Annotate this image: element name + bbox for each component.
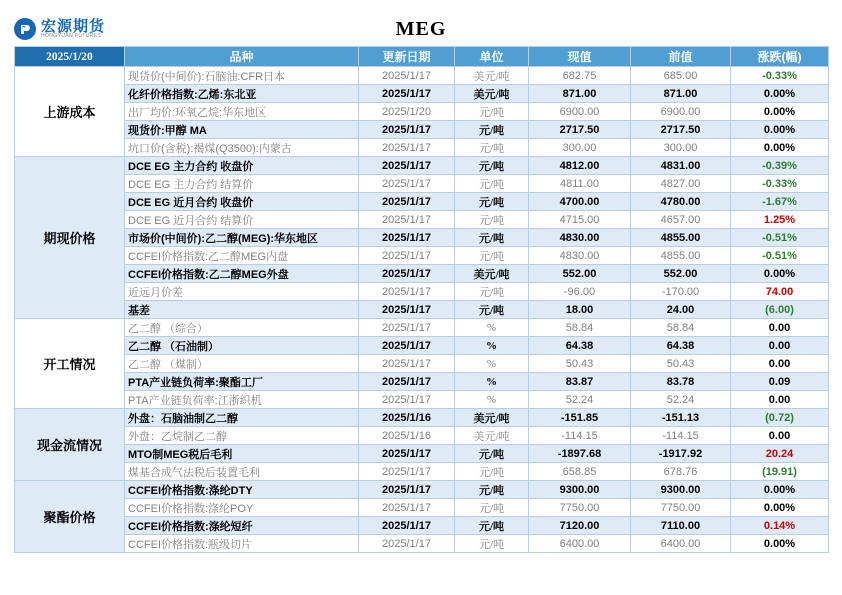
- cell-current-value: 4830.00: [529, 229, 631, 247]
- cell-variety: DCE EG 近月合约 结算价: [125, 211, 359, 229]
- cell-previous-value: -114.15: [631, 427, 731, 445]
- cell-update-date: 2025/1/17: [359, 247, 455, 265]
- header-current: 现值: [529, 47, 631, 67]
- cell-unit: 美元/吨: [455, 67, 529, 85]
- cell-previous-value: 6400.00: [631, 535, 731, 553]
- cell-current-value: 300.00: [529, 139, 631, 157]
- cell-unit: 元/吨: [455, 283, 529, 301]
- header-report-date: 2025/1/20: [15, 47, 125, 67]
- header-unit: 单位: [455, 47, 529, 67]
- cell-current-value: 871.00: [529, 85, 631, 103]
- cell-current-value: -1897.68: [529, 445, 631, 463]
- table-row: [15, 283, 829, 301]
- cell-change: -0.33%: [731, 175, 829, 193]
- cell-change: 20.24: [731, 445, 829, 463]
- cell-previous-value: -170.00: [631, 283, 731, 301]
- table-row: [15, 535, 829, 553]
- cell-unit: %: [455, 355, 529, 373]
- cell-variety: 坑口价(含税):褐煤(Q3500):内蒙古: [125, 139, 359, 157]
- cell-previous-value: 52.24: [631, 391, 731, 409]
- cell-change: (6.00): [731, 301, 829, 319]
- cell-unit: 元/吨: [455, 103, 529, 121]
- cell-change: 0.00: [731, 427, 829, 445]
- cell-update-date: 2025/1/17: [359, 445, 455, 463]
- page-title: MEG: [395, 17, 447, 40]
- cell-update-date: 2025/1/16: [359, 427, 455, 445]
- cell-change: 0.00%: [731, 265, 829, 283]
- cell-current-value: -114.15: [529, 427, 631, 445]
- cell-update-date: 2025/1/17: [359, 481, 455, 499]
- cell-update-date: 2025/1/17: [359, 337, 455, 355]
- cell-variety: 外盘：乙烷制乙二醇: [125, 427, 359, 445]
- cell-update-date: 2025/1/17: [359, 499, 455, 517]
- cell-current-value: 552.00: [529, 265, 631, 283]
- table-row: [15, 337, 829, 355]
- cell-variety: 乙二醇 （石油制）: [125, 337, 359, 355]
- cell-change: 0.00%: [731, 535, 829, 553]
- cell-unit: %: [455, 373, 529, 391]
- cell-previous-value: 300.00: [631, 139, 731, 157]
- cell-unit: 元/吨: [455, 445, 529, 463]
- cell-current-value: 658.85: [529, 463, 631, 481]
- cell-change: 0.00: [731, 319, 829, 337]
- cell-change: 0.00%: [731, 139, 829, 157]
- cell-unit: 元/吨: [455, 229, 529, 247]
- row-group-label: 现金流情况: [15, 409, 125, 481]
- table-row: [15, 103, 829, 121]
- cell-update-date: 2025/1/16: [359, 409, 455, 427]
- cell-previous-value: 2717.50: [631, 121, 731, 139]
- cell-update-date: 2025/1/17: [359, 517, 455, 535]
- table-row: [15, 121, 829, 139]
- cell-unit: %: [455, 337, 529, 355]
- cell-unit: 元/吨: [455, 121, 529, 139]
- cell-change: 0.00: [731, 355, 829, 373]
- logo-company-name-cn: 宏源期货: [41, 17, 106, 35]
- cell-previous-value: -151.13: [631, 409, 731, 427]
- cell-variety: 乙二醇 （煤制）: [125, 355, 359, 373]
- table-row: [15, 391, 829, 409]
- cell-unit: %: [455, 391, 529, 409]
- cell-variety: 出厂均价:环氧乙烷:华东地区: [125, 103, 359, 121]
- table-header-row: [15, 47, 829, 67]
- row-group-label: 期现价格: [15, 157, 125, 319]
- cell-current-value: 7120.00: [529, 517, 631, 535]
- cell-change: (0.72): [731, 409, 829, 427]
- cell-change: 0.00: [731, 391, 829, 409]
- table-row: [15, 463, 829, 481]
- cell-current-value: 52.24: [529, 391, 631, 409]
- cell-variety: 乙二醇 （综合）: [125, 319, 359, 337]
- cell-previous-value: 4855.00: [631, 247, 731, 265]
- cell-update-date: 2025/1/17: [359, 121, 455, 139]
- meg-data-table: [14, 46, 829, 553]
- table-row: [15, 445, 829, 463]
- cell-update-date: 2025/1/17: [359, 301, 455, 319]
- cell-update-date: 2025/1/20: [359, 103, 455, 121]
- cell-variety: MTO制MEG税后毛利: [125, 445, 359, 463]
- cell-unit: 元/吨: [455, 301, 529, 319]
- logo-company-name-en: HONGYUAN FUTURES: [41, 33, 102, 40]
- cell-update-date: 2025/1/17: [359, 175, 455, 193]
- cell-variety: PTA产业链负荷率:聚酯工厂: [125, 373, 359, 391]
- cell-variety: DCE EG 主力合约 收盘价: [125, 157, 359, 175]
- cell-unit: 元/吨: [455, 211, 529, 229]
- cell-previous-value: 4657.00: [631, 211, 731, 229]
- cell-current-value: -151.85: [529, 409, 631, 427]
- cell-unit: 元/吨: [455, 499, 529, 517]
- cell-current-value: 64.38: [529, 337, 631, 355]
- table-row: [15, 481, 829, 499]
- table-row: [15, 373, 829, 391]
- cell-unit: 元/吨: [455, 157, 529, 175]
- table-row: [15, 193, 829, 211]
- cell-current-value: 2717.50: [529, 121, 631, 139]
- cell-unit: 美元/吨: [455, 265, 529, 283]
- table-body: [15, 67, 829, 553]
- cell-unit: 元/吨: [455, 463, 529, 481]
- cell-variety: CCFEI价格指数:瓶级切片: [125, 535, 359, 553]
- cell-previous-value: 4831.00: [631, 157, 731, 175]
- row-group-label: 上游成本: [15, 67, 125, 157]
- cell-change: 0.00%: [731, 103, 829, 121]
- cell-current-value: 18.00: [529, 301, 631, 319]
- cell-change: 0.00%: [731, 481, 829, 499]
- cell-current-value: 58.84: [529, 319, 631, 337]
- cell-update-date: 2025/1/17: [359, 373, 455, 391]
- header-change: 涨跌(幅): [731, 47, 829, 67]
- cell-current-value: -96.00: [529, 283, 631, 301]
- cell-previous-value: 7750.00: [631, 499, 731, 517]
- table-row: [15, 157, 829, 175]
- cell-change: -0.51%: [731, 247, 829, 265]
- cell-variety: CCFEI价格指数:涤纶POY: [125, 499, 359, 517]
- row-group-label: 开工情况: [15, 319, 125, 409]
- cell-update-date: 2025/1/17: [359, 67, 455, 85]
- cell-previous-value: 678.76: [631, 463, 731, 481]
- cell-variety: 近远月价差: [125, 283, 359, 301]
- cell-previous-value: -1917.92: [631, 445, 731, 463]
- table-row: [15, 67, 829, 85]
- cell-previous-value: 685.00: [631, 67, 731, 85]
- cell-variety: 市场价(中间价):乙二醇(MEG):华东地区: [125, 229, 359, 247]
- cell-change: -1.67%: [731, 193, 829, 211]
- cell-change: -0.33%: [731, 67, 829, 85]
- cell-change: -0.51%: [731, 229, 829, 247]
- table-row: [15, 427, 829, 445]
- hy-logo-icon: [14, 18, 36, 40]
- cell-update-date: 2025/1/17: [359, 355, 455, 373]
- cell-update-date: 2025/1/17: [359, 139, 455, 157]
- table-row: [15, 211, 829, 229]
- cell-previous-value: 6900.00: [631, 103, 731, 121]
- cell-update-date: 2025/1/17: [359, 193, 455, 211]
- cell-current-value: 4700.00: [529, 193, 631, 211]
- cell-current-value: 7750.00: [529, 499, 631, 517]
- cell-unit: 元/吨: [455, 481, 529, 499]
- table-row: [15, 139, 829, 157]
- cell-current-value: 4715.00: [529, 211, 631, 229]
- cell-previous-value: 871.00: [631, 85, 731, 103]
- table-row: [15, 85, 829, 103]
- cell-variety: 现货价(中间价):石脑油:CFR日本: [125, 67, 359, 85]
- company-logo: [14, 18, 164, 40]
- table-row: [15, 499, 829, 517]
- table-row: [15, 319, 829, 337]
- cell-update-date: 2025/1/17: [359, 265, 455, 283]
- cell-variety: DCE EG 主力合约 结算价: [125, 175, 359, 193]
- table-row: [15, 229, 829, 247]
- header-previous: 前值: [631, 47, 731, 67]
- table-row: [15, 355, 829, 373]
- cell-change: (19.91): [731, 463, 829, 481]
- cell-current-value: 4811.00: [529, 175, 631, 193]
- header-update-date: 更新日期: [359, 47, 455, 67]
- cell-unit: 元/吨: [455, 193, 529, 211]
- cell-unit: 美元/吨: [455, 409, 529, 427]
- cell-unit: 元/吨: [455, 139, 529, 157]
- cell-change: 0.09: [731, 373, 829, 391]
- cell-previous-value: 50.43: [631, 355, 731, 373]
- cell-unit: 元/吨: [455, 247, 529, 265]
- cell-previous-value: 64.38: [631, 337, 731, 355]
- cell-previous-value: 4780.00: [631, 193, 731, 211]
- cell-unit: 元/吨: [455, 175, 529, 193]
- cell-current-value: 4830.00: [529, 247, 631, 265]
- cell-variety: 现货价:甲醇 MA: [125, 121, 359, 139]
- cell-current-value: 6900.00: [529, 103, 631, 121]
- cell-variety: CCFEI价格指数:涤纶短纤: [125, 517, 359, 535]
- header-variety: 品种: [125, 47, 359, 67]
- cell-current-value: 6400.00: [529, 535, 631, 553]
- cell-change: -0.39%: [731, 157, 829, 175]
- cell-change: 0.00%: [731, 85, 829, 103]
- cell-previous-value: 58.84: [631, 319, 731, 337]
- cell-change: 1.25%: [731, 211, 829, 229]
- cell-variety: CCFEI价格指数:涤纶DTY: [125, 481, 359, 499]
- table-row: [15, 517, 829, 535]
- cell-change: 0.00%: [731, 499, 829, 517]
- table-row: [15, 409, 829, 427]
- cell-update-date: 2025/1/17: [359, 463, 455, 481]
- cell-update-date: 2025/1/17: [359, 229, 455, 247]
- cell-variety: CCFEI价格指数:乙二醇MEG内盘: [125, 247, 359, 265]
- cell-update-date: 2025/1/17: [359, 211, 455, 229]
- cell-update-date: 2025/1/17: [359, 85, 455, 103]
- cell-variety: PTA产业链负荷率:江浙织机: [125, 391, 359, 409]
- cell-unit: %: [455, 319, 529, 337]
- cell-current-value: 83.87: [529, 373, 631, 391]
- cell-previous-value: 4855.00: [631, 229, 731, 247]
- cell-previous-value: 83.78: [631, 373, 731, 391]
- row-group-label: 聚酯价格: [15, 481, 125, 553]
- cell-change: 74.00: [731, 283, 829, 301]
- cell-current-value: 9300.00: [529, 481, 631, 499]
- cell-unit: 元/吨: [455, 535, 529, 553]
- cell-previous-value: 552.00: [631, 265, 731, 283]
- cell-variety: 化纤价格指数:乙烯:东北亚: [125, 85, 359, 103]
- table-row: [15, 265, 829, 283]
- cell-variety: 煤基合成气法税后装置毛利: [125, 463, 359, 481]
- cell-previous-value: 9300.00: [631, 481, 731, 499]
- cell-variety: 外盘：石脑油制乙二醇: [125, 409, 359, 427]
- cell-current-value: 50.43: [529, 355, 631, 373]
- cell-unit: 美元/吨: [455, 85, 529, 103]
- cell-update-date: 2025/1/17: [359, 319, 455, 337]
- table-row: [15, 175, 829, 193]
- cell-previous-value: 24.00: [631, 301, 731, 319]
- cell-unit: 美元/吨: [455, 427, 529, 445]
- report-header: [14, 12, 828, 46]
- cell-change: 0.00: [731, 337, 829, 355]
- table-row: [15, 301, 829, 319]
- cell-variety: 基差: [125, 301, 359, 319]
- cell-change: 0.00%: [731, 121, 829, 139]
- cell-previous-value: 4827.00: [631, 175, 731, 193]
- cell-previous-value: 7110.00: [631, 517, 731, 535]
- cell-change: 0.14%: [731, 517, 829, 535]
- cell-update-date: 2025/1/17: [359, 535, 455, 553]
- cell-unit: 元/吨: [455, 517, 529, 535]
- cell-current-value: 682.75: [529, 67, 631, 85]
- table-row: [15, 247, 829, 265]
- cell-variety: DCE EG 近月合约 收盘价: [125, 193, 359, 211]
- cell-update-date: 2025/1/17: [359, 283, 455, 301]
- cell-variety: CCFEI价格指数:乙二醇MEG外盘: [125, 265, 359, 283]
- cell-current-value: 4812.00: [529, 157, 631, 175]
- cell-update-date: 2025/1/17: [359, 157, 455, 175]
- cell-update-date: 2025/1/17: [359, 391, 455, 409]
